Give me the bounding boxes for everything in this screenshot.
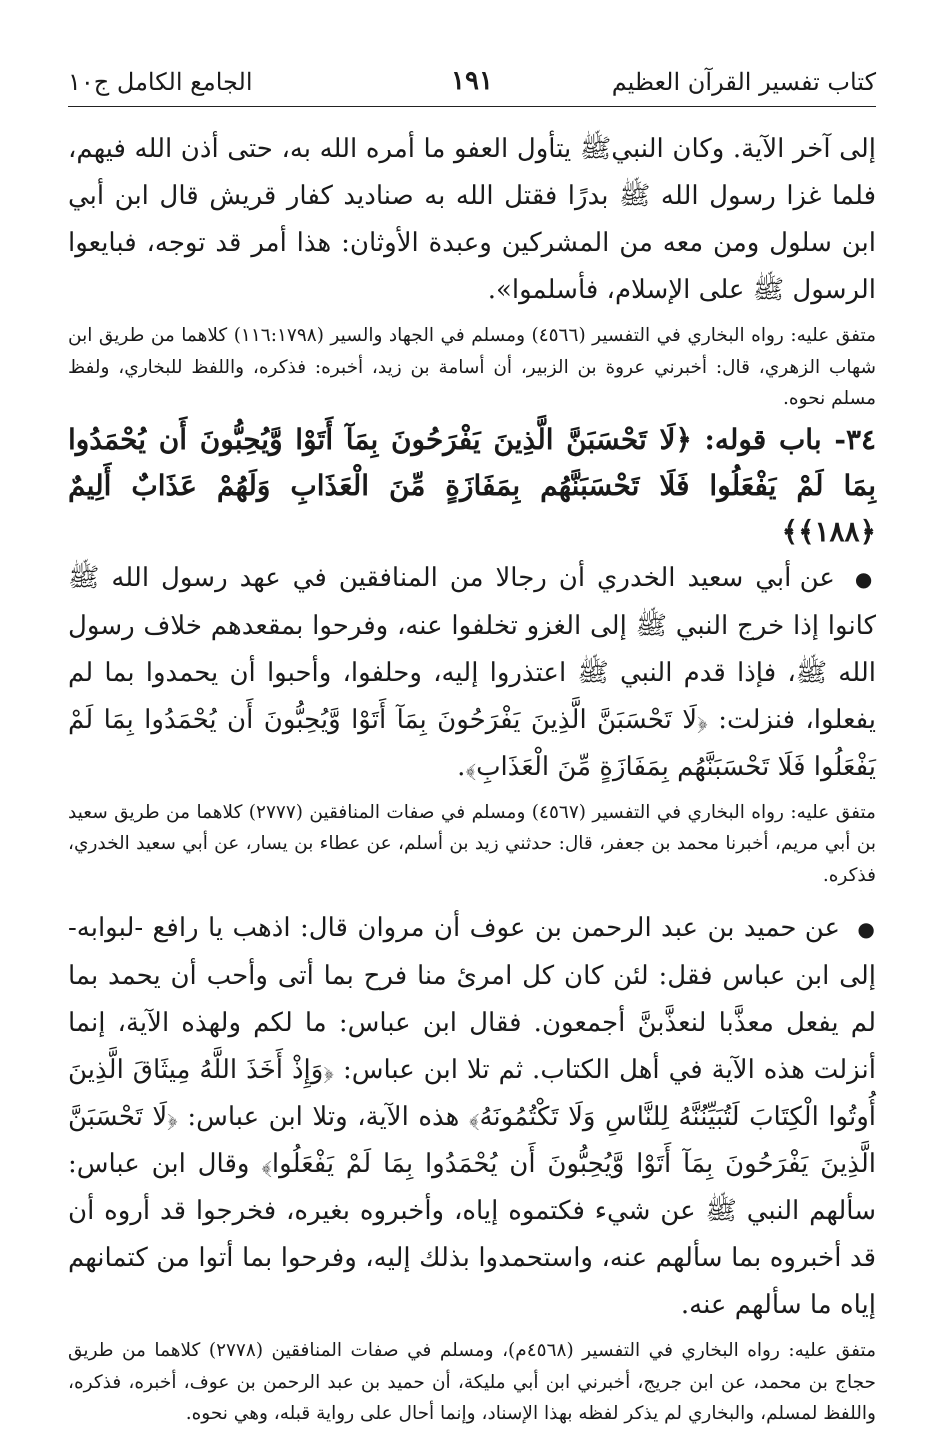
page-number: ١٩١ <box>451 66 493 96</box>
book-page <box>68 62 877 1424</box>
header-rule <box>68 106 876 107</box>
hadith-text: عن أبي سعيد الخدري أن رجالا من المنافقين في عهد رسول الله ﷺ كانوا إذا خرج النبي ﷺ إلى الغزو تخلفوا عنه، وفرحوا بمقعدهم خلاف رسول الله ﷺ، فإذا قدم النبي ﷺ اعتذروا إليه، وحلفوا، وأحبوا أن يحمدوا بما لم يفعلوا، فنزلت: ﴿لَا تَحْسَبَنَّ الَّذِينَ يَفْرَحُونَ بِمَآ أَتَوْا وَّيُحِبُّونَ أَن يُحْمَدُوا بِمَا لَمْ يَفْعَلُوا فَلَا تَحْسَبَنَّهُم بِمَفَازَةٍ مِّنَ الْعَذَابِ﴾. <box>68 562 876 782</box>
chapter-heading <box>68 417 876 555</box>
hadith-continuation: إلى آخر الآية. وكان النبيﷺ يتأول العفو ما أمره الله به، حتى أذن الله فيهم، فلما غزا رسول الله ﷺ بدرًا فقتل الله به صناديد كفار قريش قال ابن أبي ابن سلول ومن معه من المشركين وعبدة الأوثان: هذا أمر قد توجه، فبايعوا الرسول ﷺ على الإسلام، فأسلموا». <box>68 134 876 305</box>
running-header <box>68 62 876 102</box>
bullet-icon: ● <box>857 917 876 941</box>
bullet-icon: ● <box>854 566 877 591</box>
hadith-paragraph <box>68 905 876 1329</box>
takhrij-note: متفق عليه: رواه البخاري في التفسير (٤٥٦٦) ومسلم في الجهاد والسير (١١٦:١٧٩٨) كلاهما من طريق ابن شهاب الزهري، قال: أخبرني عروة بن الزبير، أن أسامة بن زيد، أخبره: فذكره، واللفظ للبخاري، ولفظ مسلم نحوه. <box>68 325 876 409</box>
hadith-paragraph <box>68 555 876 791</box>
takhrij-note: متفق عليه: رواه البخاري في التفسير (٤٥٦٨م)، ومسلم في صفات المنافقين (٢٧٧٨) كلاهما من طريق حجاج بن محمد، عن ابن جريج، أخبرني ابن أبي مليكة، أن حميد بن عبد الرحمن بن عوف، أخبره، فذكره، واللفظ لمسلم، والبخاري لم يذكر لفظه بهذا الإسناد، وإنما أحال على رواية قبله، وهي نحوه. <box>68 1340 876 1424</box>
hadith-text: عن حميد بن عبد الرحمن بن عوف أن مروان قال: اذهب يا رافع -لبوابه- إلى ابن عباس فقل: لئن كان كل امرئ منا فرح بما أتى وأحب أن يحمد بما لم يفعل معذَّبا لنعذَّبنَّ أجمعون. فقال ابن عباس: ما لكم ولهذه الآية، إنما أنزلت هذه الآية في أهل الكتاب. ثم تلا ابن عباس: ﴿وَإِذْ أَخَذَ اللَّهُ مِيثَاقَ الَّذِينَ أُوتُوا الْكِتَابَ لَتُبَيِّنُنَّهُ لِلنَّاسِ وَلَا تَكْتُمُونَهُ﴾ هذه الآية، وتلا ابن عباس: ﴿لَا تَحْسَبَنَّ الَّذِينَ يَفْرَحُونَ بِمَآ أَتَوْا وَّيُحِبُّونَ أَن يُحْمَدُوا بِمَا لَمْ يَفْعَلُوا﴾ وقال ابن عباس: سألهم النبي ﷺ عن شيء فكتموه إياه، وأخبروه بغيره، فخرجوا قد أروه أن قد أخبروه بما سألهم عنه، واستحمدوا بذلك إليه، وفرحوا بما أتوا من كتمانهم إياه ما سألهم عنه. <box>68 913 876 1320</box>
chapter-label: ٣٤- باب قوله: <box>704 422 877 456</box>
chapter-verse: ﴿لَا تَحْسَبَنَّ الَّذِينَ يَفْرَحُونَ بِمَآ أَتَوْا وَّيُحِبُّونَ أَن يُحْمَدُوا بِمَا لَمْ يَفْعَلُوا فَلَا تَحْسَبَنَّهُم بِمَفَازَةٍ مِّنَ الْعَذَابِ وَلَهُمْ عَذَابٌ أَلِيمٌ ﴿١٨٨﴾﴾ <box>68 422 876 548</box>
page-body <box>68 126 876 1434</box>
volume-title: الجامع الكامل ج١٠ <box>68 68 253 96</box>
takhrij-note: متفق عليه: رواه البخاري في التفسير (٤٥٦٧) ومسلم في صفات المنافقين (٢٧٧٧) كلاهما من طريق سعيد بن أبي مريم، أخبرنا محمد بن جعفر، قال: حدثني زيد بن أسلم، عن عطاء بن يسار، عن أبي سعيد الخدري، فذكره. <box>68 801 876 886</box>
book-title: كتاب تفسير القرآن العظيم <box>611 68 876 96</box>
